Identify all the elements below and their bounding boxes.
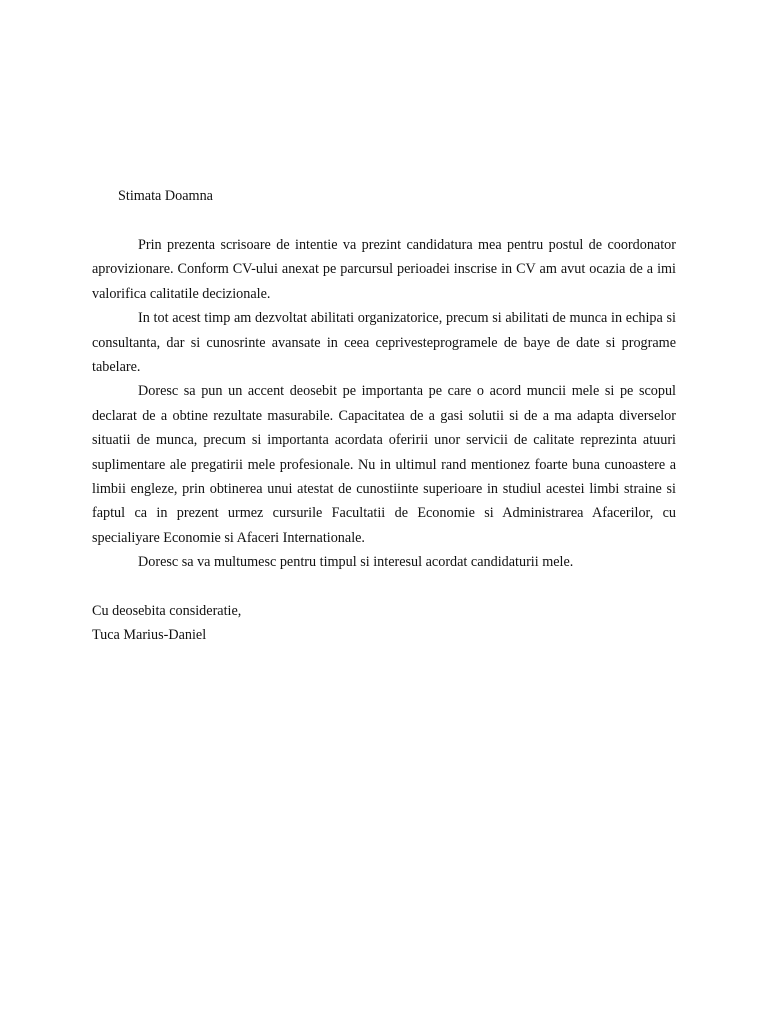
cover-letter [92,184,676,647]
paragraph-thanks: Doresc sa va multumesc pentru timpul si interesul acordat candidaturii mele. [138,554,574,571]
paragraph-skills: In tot acest timp am dezvoltat abilitati organizatorice, precum si abilitati de munca in echipa si consultanta, dar si cunosrinte avansate in ceea ceprivesteprogramele de baye de date si programe tabelare. [92,310,676,376]
signature-name: Tuca Marius-Daniel [92,626,207,643]
closing-line: Cu deosebita consideratie, [92,602,242,619]
paragraph-intro: Prin prezenta scrisoare de intentie va prezint candidatura mea pentru postul de coordonator aprovizionare. Conform CV-ului anexat pe parcursul perioadei inscrise in CV am avut ocazia de a imi valorifica calitatile decizionale. [92,237,676,302]
closing-block [92,599,676,647]
salutation: Stimata Doamna [118,188,213,204]
paragraph-qualifications: Doresc sa pun un accent deosebit pe importanta pe care o acord muncii mele si pe scopul declarat de a obtine rezultate masurabile. Capacitatea de a gasi solutii si de a ma adapta diverselor situatii de munca, precum si importanta acordata oferirii unor servicii de calitate reprezinta atuuri suplimentare ale pregatirii mele profesionale. Nu in ultimul rand mentionez foarte buna cunoastere a limbii engleze, prin obtinerea unui atestat de cunostiinte superioare in studiul acestei limbi straine si faptul ca in prezent urmez cursurile Facultatii de Economie si Administrarea Afacerilor, cu specialiyare Economie si Afaceri Internationale. [92,383,676,546]
